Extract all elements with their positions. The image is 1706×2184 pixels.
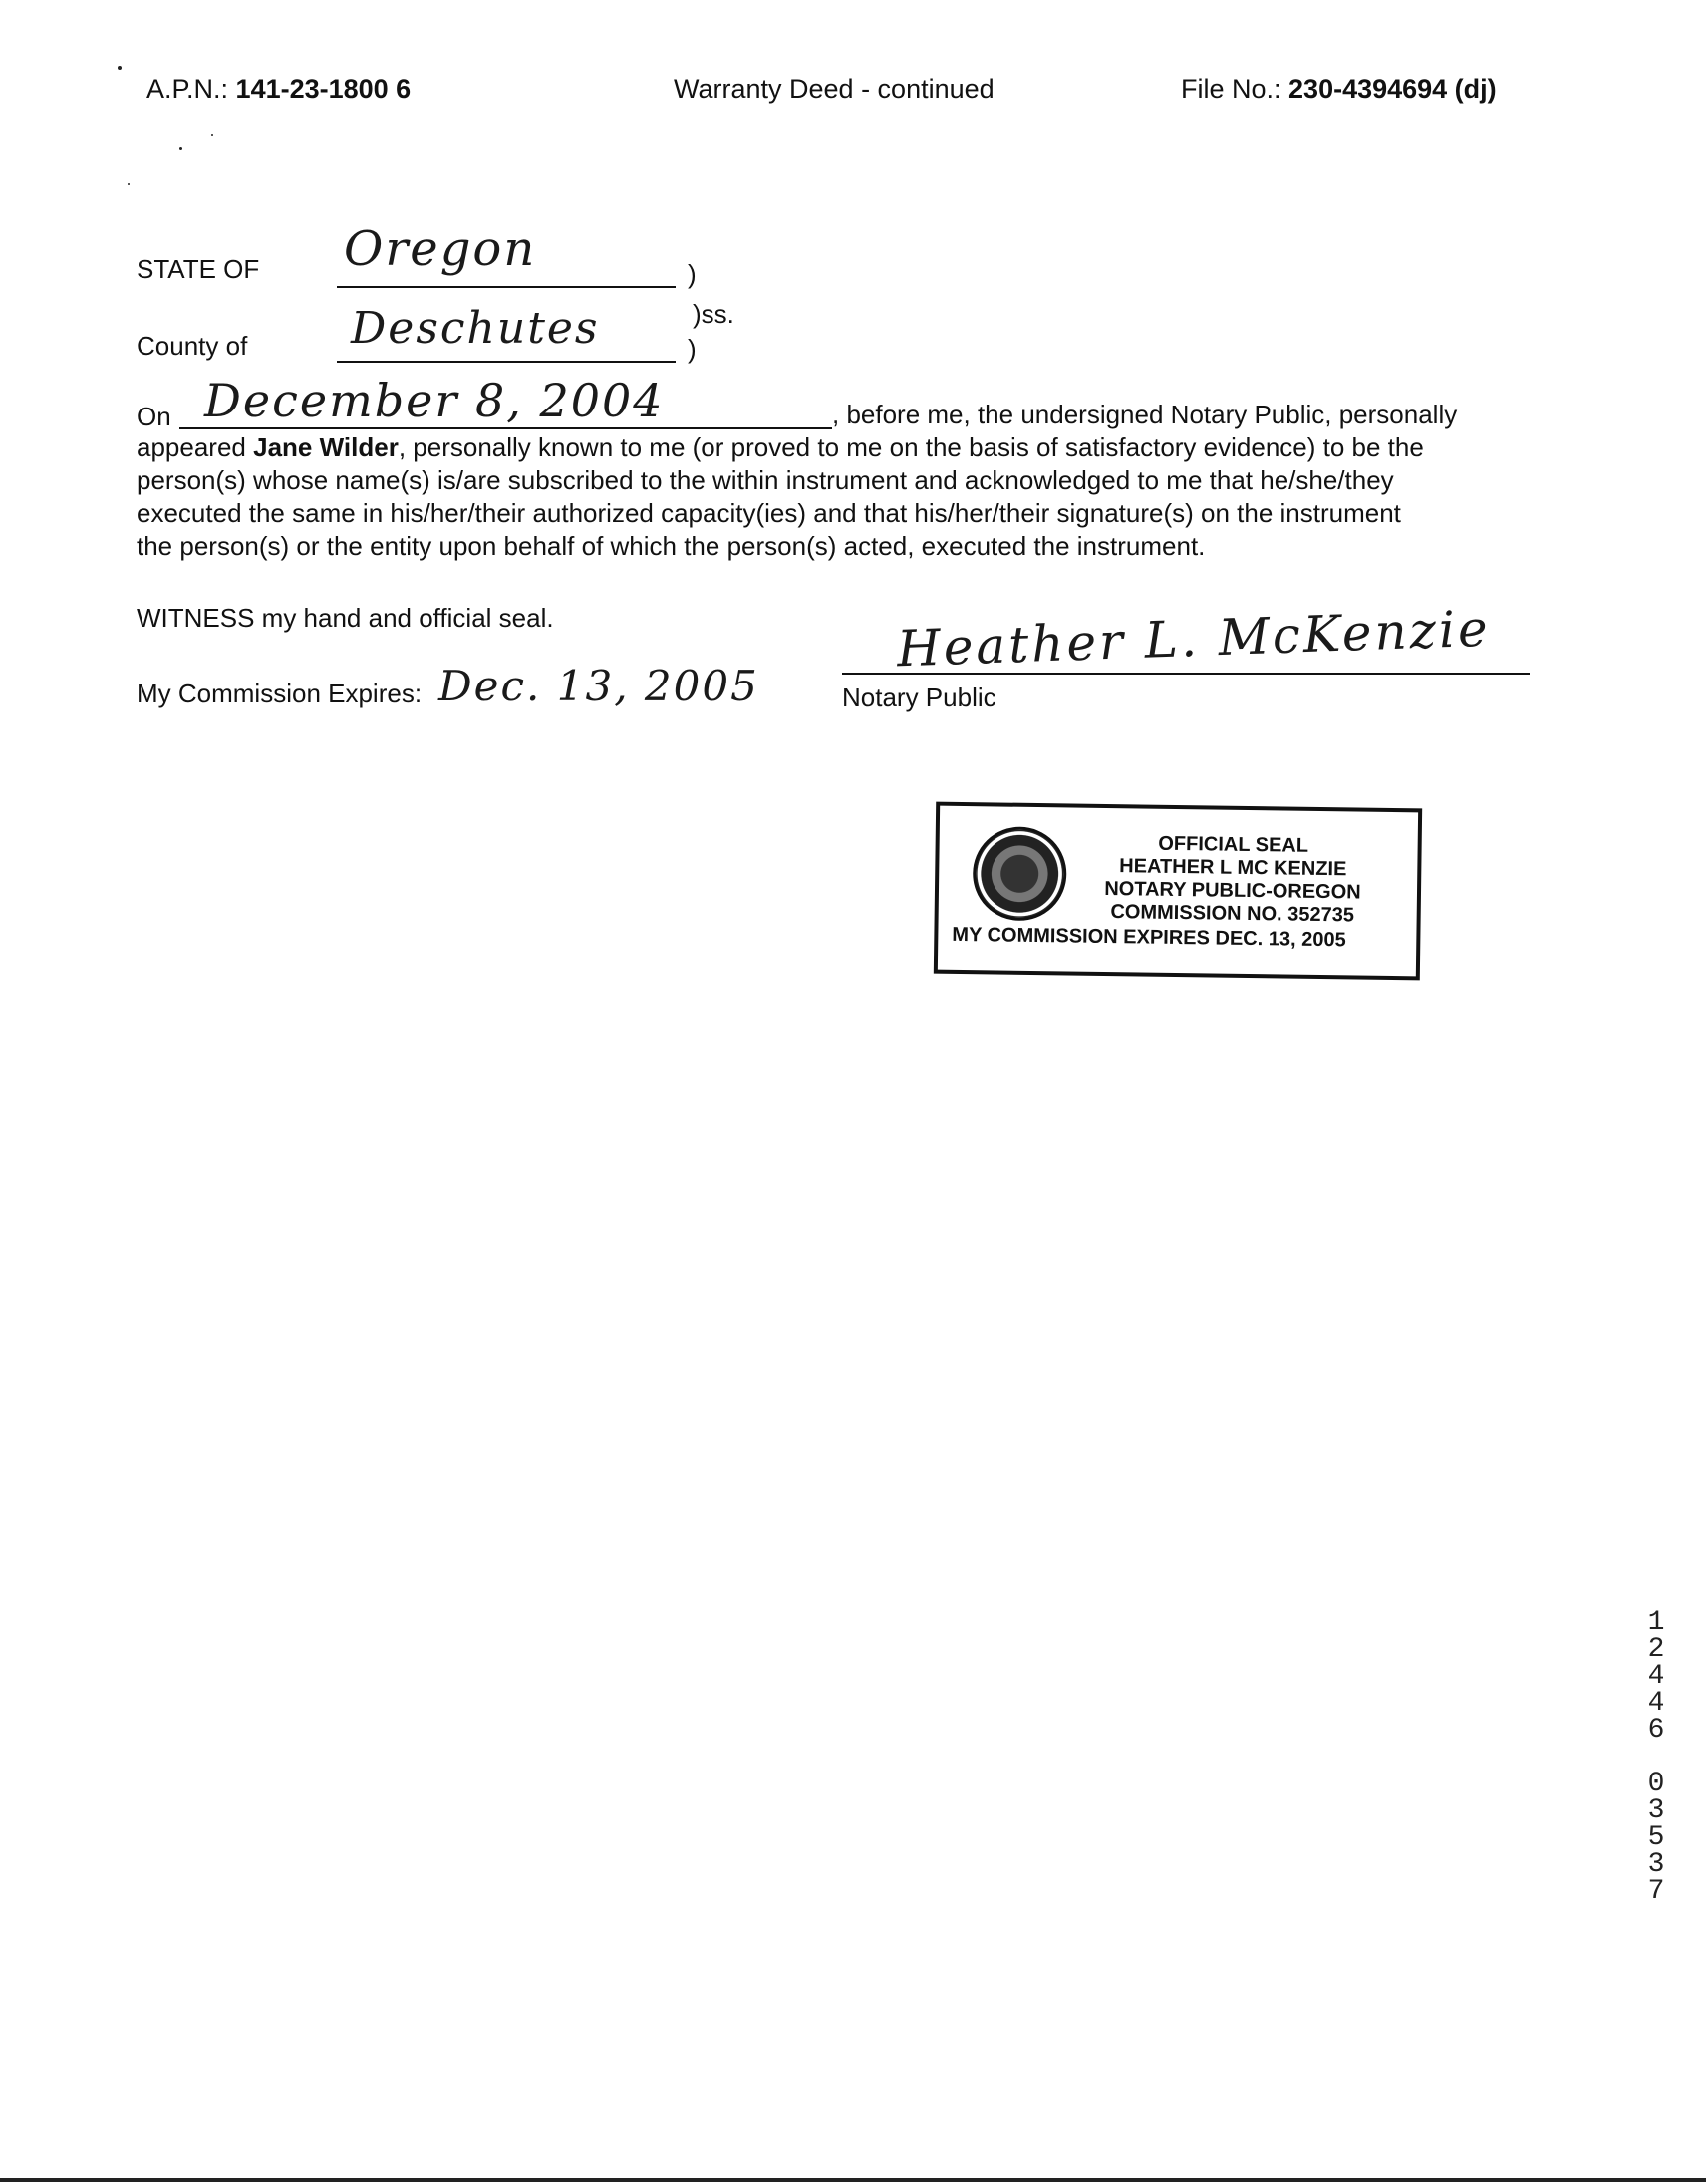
recording-number-char: 0	[1647, 1769, 1665, 1799]
apn	[146, 74, 411, 105]
file-label: File No.:	[1181, 74, 1289, 104]
state-label: STATE OF	[137, 254, 260, 284]
county-underline	[337, 361, 676, 363]
apn-label: A.P.N.:	[146, 74, 236, 104]
date-handwritten: December 8, 2004	[204, 374, 665, 427]
ack-line-2-tail: , personally known to me (or proved to me on the basis of satisfactory evidence) to be the	[398, 432, 1424, 462]
stamp-line-5: MY COMMISSION EXPIRES DEC. 13, 2005	[952, 923, 1346, 952]
scan-speck	[179, 147, 182, 150]
appearer-name: Jane Wilder	[253, 432, 399, 462]
ack-line-5: the person(s) or the entity upon behalf of which the person(s) acted, executed the instrument.	[137, 531, 1206, 561]
stamp-line-1: OFFICIAL SEAL	[1158, 832, 1309, 857]
recording-number-char: 1	[1647, 1607, 1665, 1638]
stamp-line-4: COMMISSION NO. 352735	[1110, 901, 1355, 927]
recording-number-char: 7	[1647, 1876, 1665, 1907]
notary-seal-emblem	[973, 826, 1067, 921]
scan-speck	[118, 66, 122, 70]
document-title: Warranty Deed - continued	[674, 74, 995, 104]
notary-public-label: Notary Public	[842, 682, 996, 712]
recording-number-char: 5	[1647, 1822, 1665, 1853]
ack-line-3: person(s) whose name(s) is/are subscribed to the within instrument and acknowledged to me that he/she/they	[137, 465, 1394, 495]
appeared-label: appeared	[137, 432, 254, 462]
acknowledgment-paragraph	[137, 399, 1571, 563]
recording-number-char: 3	[1647, 1795, 1665, 1826]
county-paren: )	[688, 334, 697, 364]
on-label: On	[137, 402, 171, 431]
stamp-line-3: NOTARY PUBLIC-OREGON	[1104, 877, 1361, 904]
commission-handwritten: Dec. 13, 2005	[438, 662, 759, 710]
recording-number-char	[1644, 1744, 1668, 1771]
state-paren: )	[688, 259, 697, 289]
file-value: 230-4394694 (dj)	[1288, 74, 1497, 104]
ss-mark: )ss.	[693, 299, 734, 329]
recording-number	[1644, 1609, 1668, 1905]
scan-bottom-edge	[0, 2178, 1706, 2182]
county-label: County of	[137, 331, 248, 361]
state-underline	[337, 286, 676, 288]
witness-text: WITNESS my hand and official seal.	[137, 603, 554, 633]
signature-line	[842, 673, 1530, 675]
stamp-line-2: HEATHER L MC KENZIE	[1119, 855, 1347, 881]
scan-speck	[211, 134, 213, 136]
stamp-text	[1058, 831, 1408, 928]
official-seal-stamp	[934, 802, 1422, 981]
ack-line-1: , before me, the undersigned Notary Public, personally	[832, 400, 1458, 429]
recording-number-char: 4	[1647, 1661, 1665, 1692]
recording-number-char: 4	[1647, 1688, 1665, 1719]
recording-number-char: 3	[1647, 1849, 1665, 1880]
recording-number-char: 6	[1647, 1715, 1665, 1746]
scan-speck	[128, 183, 130, 185]
county-handwritten: Deschutes	[351, 303, 600, 354]
recording-number-char: 2	[1647, 1634, 1665, 1665]
ack-line-4: executed the same in his/her/their authorized capacity(ies) and that his/her/their signature(s) on the instrument	[137, 498, 1401, 528]
commission-label: My Commission Expires:	[137, 679, 423, 708]
state-handwritten: Oregon	[344, 221, 537, 277]
file-number	[1181, 74, 1497, 105]
apn-value: 141-23-1800 6	[235, 74, 412, 104]
notary-signature: Heather L. McKenzie	[896, 599, 1492, 679]
ack-line-2	[137, 431, 1571, 464]
